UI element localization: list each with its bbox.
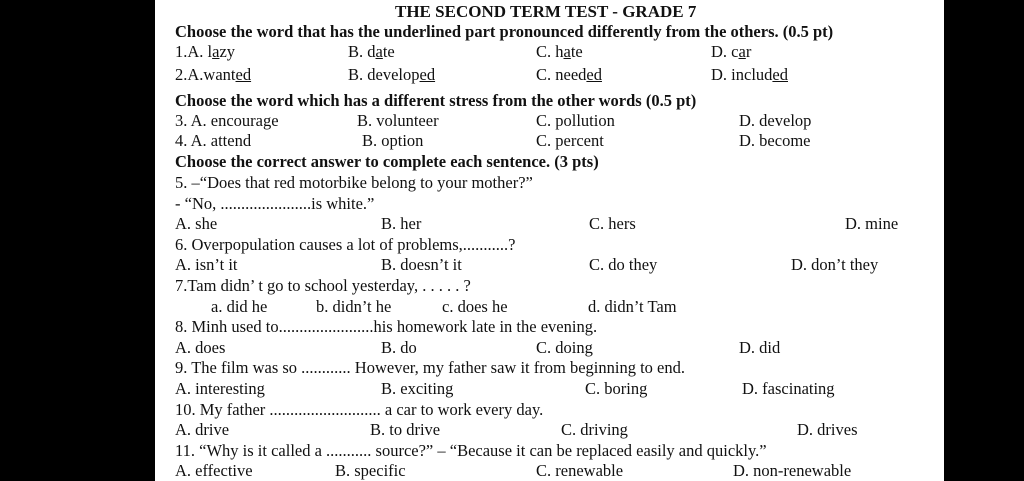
q8-option-a: A. does [175,338,226,357]
q9-option-c: C. boring [585,379,648,398]
q11-stem: 11. “Why is it called a ........... source?” – “Because it can be replaced easily and quickly.” [175,441,767,460]
q8-option-c: C. doing [536,338,593,357]
section2-heading: Choose the word which has a different stress from the other words (0.5 pt) [175,91,697,110]
q6-stem: 6. Overpopulation causes a lot of problems,...........? [175,235,516,254]
q3-option-c: C. pollution [536,111,615,130]
q6-option-c: C. do they [589,255,658,274]
q1-b-text-end: te [382,42,395,61]
q8-option-b: B. do [381,338,417,357]
q1-a-underlined: a [212,42,220,61]
q8-stem: 8. Minh used to.......................his homework late in the evening. [175,317,598,336]
q7-option-b: b. didn’t he [316,297,392,316]
q1-option-a [175,42,235,62]
q2-a-text: 2.A.want [175,65,236,84]
q6-option-b: B. doesn’t it [381,255,462,274]
q11-option-d: D. non-renewable [733,461,852,480]
q11-option-c: C. renewable [536,461,624,480]
q1-b-underlined: a [375,42,383,61]
q2-d-text: D. includ [711,65,773,84]
q7-option-d: d. didn’t Tam [588,297,677,316]
q4-option-a: 4. A. attend [175,131,252,150]
q5-stem-line2: - “No, ......................is white.” [175,194,375,213]
q4-option-c: C. percent [536,131,604,150]
q3-option-b: B. volunteer [357,111,439,130]
q5-stem: 5. –“Does that red motorbike belong to your mother?” [175,173,533,192]
q5-option-a: A. she [175,214,218,233]
q1-c-text-end: te [570,42,583,61]
q5-option-b: B. her [381,214,422,233]
q8-option-d: D. did [739,338,781,357]
q2-option-c [536,65,602,85]
q1-option-d [711,42,751,62]
q6-option-d: D. don’t they [791,255,879,274]
q11-option-b: B. specific [335,461,406,480]
q11-option-a: A. effective [175,461,253,480]
q3-option-a: 3. A. encourage [175,111,279,130]
q7-option-c: c. does he [442,297,508,316]
q10-stem: 10. My father ........................... a car to work every day. [175,400,544,419]
q2-b-underlined: ed [419,65,436,84]
q1-d-text-end: r [745,42,752,61]
q5-option-d: D. mine [845,214,899,233]
q2-b-text: B. develop [348,65,420,84]
q9-option-d: D. fascinating [742,379,835,398]
q1-option-c [536,42,583,62]
q1-b-text: B. d [348,42,376,61]
q1-d-text: D. c [711,42,739,61]
q5-option-c: C. hers [589,214,636,233]
q1-a-text-end: zy [219,42,236,61]
q7-stem: 7.Tam didn’ t go to school yesterday, . . . . . ? [175,276,471,295]
q9-stem: 9. The film was so ............ However, my father saw it from beginning to end. [175,358,685,377]
q10-option-d: D. drives [797,420,858,439]
q7-option-a: a. did he [211,297,268,316]
q1-c-text: C. h [536,42,564,61]
test-title: THE SECOND TERM TEST - GRADE 7 [395,2,697,21]
q2-a-underlined: ed [235,65,252,84]
q10-option-b: B. to drive [370,420,441,439]
q1-option-b [348,42,395,62]
section3-heading: Choose the correct answer to complete each sentence. (3 pts) [175,152,599,171]
q3-option-d: D. develop [739,111,812,130]
q2-d-underlined: ed [772,65,788,84]
q2-option-a [175,65,251,85]
q4-option-d: D. become [739,131,811,150]
q1-d-underlined: a [738,42,746,61]
section1-heading: Choose the word that has the underlined part pronounced differently from the others. (0.5 pt) [175,22,834,41]
q6-option-a: A. isn’t it [175,255,238,274]
q1-c-underlined: a [563,42,571,61]
q2-c-underlined: ed [586,65,602,84]
q9-option-a: A. interesting [175,379,265,398]
q10-option-c: C. driving [561,420,628,439]
q1-a-text: 1.A. l [175,42,213,61]
test-paper [155,0,944,481]
q2-option-d [711,65,788,85]
q9-option-b: B. exciting [381,379,454,398]
q2-option-b [348,65,435,85]
q10-option-a: A. drive [175,420,230,439]
q4-option-b: B. option [362,131,424,150]
q2-c-text: C. need [536,65,587,84]
